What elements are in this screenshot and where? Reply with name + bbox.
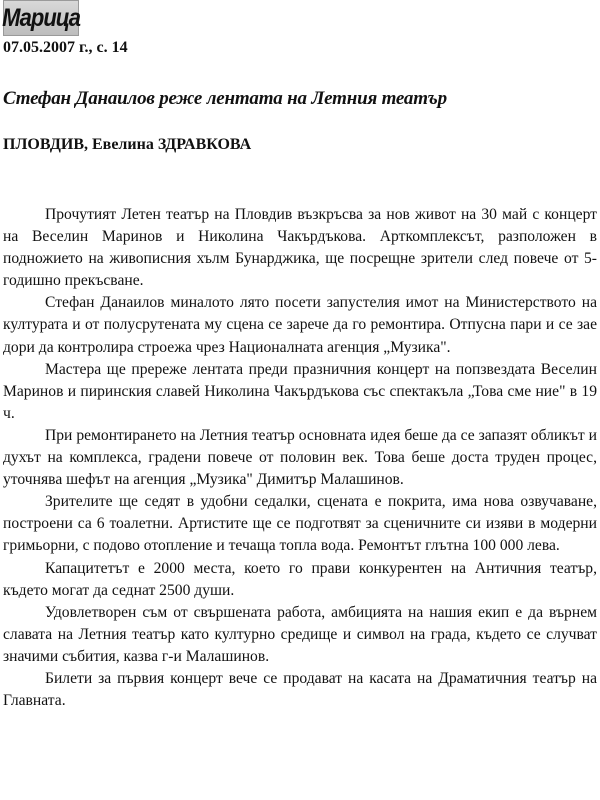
paragraph: Стефан Данаилов миналото лято посети запустелия имот на Министерството на културата и от полусрутената му сцена се зарече да го ремонтира. Отпусна пари и се зае дори да контролира строежа чрез Националната агенция „Музика". [3, 294, 597, 356]
paragraph: Зрителите ще седят в удобни седалки, сцената е покрита, има нова озвучаване, построени са 6 тоалетни. Артистите ще се подготвят за сценичните си изяви в модерни гримьорни, с подово отопление и течаща топла вода. Ремонтът глътна 100 000 лева. [3, 493, 597, 555]
article-title: Стефан Данаилов реже лентата на Летния театър [3, 88, 447, 109]
newspaper-logo [3, 0, 79, 36]
logo-text: Марица [2, 3, 80, 32]
paragraph: Капацитетът е 2000 места, което го прави конкурентен на Античния театър, където могат да седнат 2500 души. [3, 559, 597, 599]
article-byline: ПЛОВДИВ, Евелина ЗДРАВКОВА [3, 136, 252, 153]
paragraph: Мастера ще прережe лентата преди празничния концерт на попзвездата Веселин Маринов и пиринския славей Николина Чакърдъкова със спектакъла „Това сме ние" в 19 ч. [3, 360, 597, 422]
date-line: 07.05.2007 г., с. 14 [3, 39, 128, 56]
article-body [3, 204, 597, 712]
paragraph: Билети за първия концерт вече се продават на касата на Драматичния театър на Главната. [3, 669, 597, 710]
paragraph: Удовлетворен съм от свършената работа, амбицията на нашия екип е да върнем славата на Летния театър като културно средище и символ на града, където се случват значими събития, казва г-и Малашинов. [3, 603, 597, 665]
paragraph: Прочутият Летен театър на Пловдив възкръсва за нов живот на 30 май с концерт на Веселин Маринов и Николина Чакърдъкова. Арткомплексът, разположен в подножието на живописния хълм Бунарджика, ще посрещне зрители след повече от 5-годишно прекъсване. [3, 206, 597, 290]
paragraph: При ремонтирането на Летния театър основната идея беше да се запазят обликът и духът на комплекса, градени повече от половин век. Това беше доста труден процес, уточнява шефът на агенция „Музика" Димитър Малашинов. [3, 426, 597, 489]
